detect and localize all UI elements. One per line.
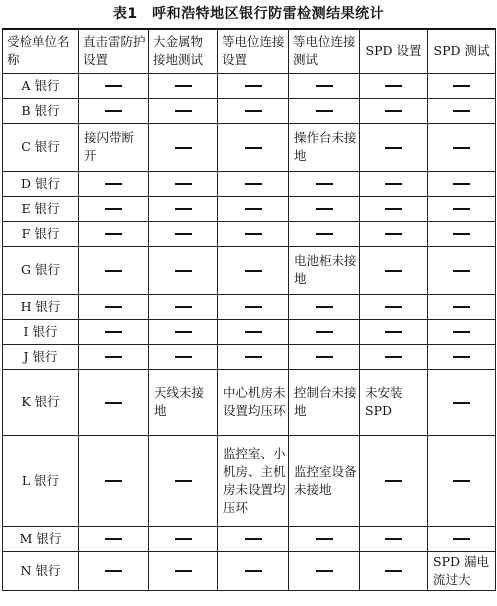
- dash-mark: [453, 208, 470, 210]
- dash-cell: [289, 221, 360, 246]
- dash-mark: [316, 183, 333, 185]
- dash-cell: [79, 294, 149, 319]
- dash-cell: [428, 246, 496, 294]
- dash-cell: [79, 73, 149, 98]
- unit-name-cell: B 银行: [3, 98, 79, 123]
- table-row: [3, 246, 496, 294]
- dash-cell: [79, 526, 149, 551]
- dash-mark: [453, 356, 470, 358]
- dash-mark: [385, 270, 402, 272]
- dash-mark: [453, 306, 470, 308]
- dash-mark: [175, 270, 192, 272]
- dash-cell: [218, 294, 289, 319]
- dash-mark: [175, 356, 192, 358]
- dash-mark: [105, 233, 122, 235]
- dash-cell: [218, 221, 289, 246]
- inspection-results-table: [2, 28, 496, 591]
- dash-mark: [105, 402, 122, 404]
- dash-cell: [360, 526, 428, 551]
- table-row: [3, 98, 496, 123]
- table-row: [3, 294, 496, 319]
- table-caption: 表1 呼和浩特地区银行防雷检测结果统计: [112, 6, 385, 22]
- dash-mark: [316, 85, 333, 87]
- dash-mark: [453, 110, 470, 112]
- dash-cell: [79, 319, 149, 344]
- dash-cell: [289, 73, 360, 98]
- dash-mark: [175, 570, 192, 572]
- table-row: [3, 221, 496, 246]
- dash-cell: [149, 73, 218, 98]
- dash-mark: [105, 110, 122, 112]
- dash-mark: [105, 331, 122, 333]
- dash-cell: [149, 196, 218, 221]
- dash-cell: [79, 221, 149, 246]
- dash-mark: [245, 85, 262, 87]
- dash-cell: [428, 196, 496, 221]
- dash-cell: [428, 435, 496, 526]
- dash-cell: [289, 344, 360, 369]
- dash-cell: [360, 319, 428, 344]
- dash-mark: [105, 570, 122, 572]
- dash-cell: [218, 319, 289, 344]
- dash-mark: [105, 356, 122, 358]
- dash-mark: [385, 233, 402, 235]
- dash-mark: [316, 110, 333, 112]
- dash-mark: [245, 538, 262, 540]
- unit-name-cell: G 银行: [3, 246, 79, 294]
- dash-mark: [453, 402, 470, 404]
- dash-mark: [453, 233, 470, 235]
- dash-cell: [289, 98, 360, 123]
- dash-cell: [218, 551, 289, 590]
- dash-mark: [245, 233, 262, 235]
- dash-mark: [175, 147, 192, 149]
- dash-cell: [428, 369, 496, 435]
- dash-cell: [149, 294, 218, 319]
- dash-mark: [385, 147, 402, 149]
- dash-cell: [149, 435, 218, 526]
- unit-name-cell: N 银行: [3, 551, 79, 590]
- dash-cell: [149, 526, 218, 551]
- dash-cell: [289, 526, 360, 551]
- column-header: 大金属物接地测试: [149, 29, 218, 73]
- dash-cell: [360, 344, 428, 369]
- dash-mark: [385, 110, 402, 112]
- dash-cell: [428, 319, 496, 344]
- dash-mark: [316, 306, 333, 308]
- dash-cell: [360, 171, 428, 196]
- dash-cell: [428, 294, 496, 319]
- table-row: [3, 369, 496, 435]
- dash-mark: [453, 85, 470, 87]
- finding-cell: 未安装SPD: [360, 369, 428, 435]
- dash-mark: [105, 208, 122, 210]
- dash-cell: [79, 196, 149, 221]
- unit-name-cell: K 银行: [3, 369, 79, 435]
- dash-mark: [385, 85, 402, 87]
- dash-mark: [385, 538, 402, 540]
- table-row: [3, 319, 496, 344]
- finding-cell: 天线未接地: [149, 369, 218, 435]
- dash-mark: [385, 208, 402, 210]
- dash-mark: [245, 356, 262, 358]
- finding-cell: SPD 漏电流过大: [428, 551, 496, 590]
- dash-mark: [175, 183, 192, 185]
- table-row: [3, 171, 496, 196]
- unit-name-cell: A 银行: [3, 73, 79, 98]
- table-row: [3, 551, 496, 590]
- dash-mark: [453, 183, 470, 185]
- dash-mark: [316, 356, 333, 358]
- table-row: [3, 526, 496, 551]
- dash-cell: [218, 196, 289, 221]
- table-row: [3, 123, 496, 171]
- dash-cell: [149, 319, 218, 344]
- dash-mark: [175, 110, 192, 112]
- finding-cell: 电池柜未接地: [289, 246, 360, 294]
- dash-cell: [289, 196, 360, 221]
- dash-cell: [360, 98, 428, 123]
- dash-cell: [218, 344, 289, 369]
- finding-cell: 监控室设备未接地: [289, 435, 360, 526]
- table-row: [3, 73, 496, 98]
- dash-mark: [245, 183, 262, 185]
- unit-name-cell: C 银行: [3, 123, 79, 171]
- finding-cell: 操作台未接地: [289, 123, 360, 171]
- dash-mark: [385, 331, 402, 333]
- dash-mark: [385, 480, 402, 482]
- dash-mark: [316, 208, 333, 210]
- table-header-row: [3, 29, 496, 73]
- dash-mark: [105, 480, 122, 482]
- dash-cell: [79, 171, 149, 196]
- dash-cell: [218, 246, 289, 294]
- dash-cell: [218, 526, 289, 551]
- dash-mark: [316, 233, 333, 235]
- dash-cell: [428, 344, 496, 369]
- unit-name-cell: D 银行: [3, 171, 79, 196]
- table-row: [3, 196, 496, 221]
- dash-cell: [360, 73, 428, 98]
- dash-mark: [175, 233, 192, 235]
- dash-mark: [453, 147, 470, 149]
- dash-mark: [385, 183, 402, 185]
- unit-name-cell: M 银行: [3, 526, 79, 551]
- dash-cell: [289, 294, 360, 319]
- table-row: [3, 435, 496, 526]
- column-header: SPD 设置: [360, 29, 428, 73]
- dash-mark: [316, 331, 333, 333]
- dash-cell: [428, 98, 496, 123]
- dash-mark: [245, 570, 262, 572]
- table-body: [3, 73, 496, 590]
- unit-name-cell: F 银行: [3, 221, 79, 246]
- dash-mark: [175, 480, 192, 482]
- dash-cell: [149, 123, 218, 171]
- dash-cell: [149, 551, 218, 590]
- dash-mark: [385, 356, 402, 358]
- dash-mark: [175, 306, 192, 308]
- unit-name-cell: H 银行: [3, 294, 79, 319]
- unit-name-cell: I 银行: [3, 319, 79, 344]
- dash-cell: [79, 246, 149, 294]
- dash-cell: [360, 246, 428, 294]
- dash-mark: [245, 110, 262, 112]
- column-header: SPD 测试: [428, 29, 496, 73]
- dash-cell: [360, 123, 428, 171]
- dash-mark: [105, 270, 122, 272]
- column-header: 等电位连接测试: [289, 29, 360, 73]
- column-header: 等电位连接设置: [218, 29, 289, 73]
- dash-mark: [385, 570, 402, 572]
- dash-cell: [360, 435, 428, 526]
- dash-cell: [360, 551, 428, 590]
- dash-mark: [175, 208, 192, 210]
- finding-cell: 控制台未接地: [289, 369, 360, 435]
- dash-cell: [360, 294, 428, 319]
- finding-cell: 接闪带断开: [79, 123, 149, 171]
- dash-cell: [218, 73, 289, 98]
- dash-cell: [149, 98, 218, 123]
- dash-mark: [385, 306, 402, 308]
- dash-cell: [218, 123, 289, 171]
- dash-mark: [316, 538, 333, 540]
- dash-mark: [105, 85, 122, 87]
- dash-cell: [79, 98, 149, 123]
- finding-cell: 中心机房未设置均压环: [218, 369, 289, 435]
- dash-mark: [453, 480, 470, 482]
- dash-cell: [289, 551, 360, 590]
- dash-cell: [79, 369, 149, 435]
- dash-mark: [105, 538, 122, 540]
- dash-cell: [428, 73, 496, 98]
- dash-mark: [105, 306, 122, 308]
- dash-cell: [428, 123, 496, 171]
- dash-mark: [245, 208, 262, 210]
- table-row: [3, 344, 496, 369]
- dash-mark: [453, 538, 470, 540]
- dash-mark: [453, 331, 470, 333]
- dash-cell: [289, 171, 360, 196]
- dash-cell: [149, 246, 218, 294]
- finding-cell: 监控室、小机房、主机房未设置均压环: [218, 435, 289, 526]
- dash-mark: [245, 270, 262, 272]
- dash-mark: [245, 147, 262, 149]
- unit-name-cell: L 银行: [3, 435, 79, 526]
- dash-cell: [218, 98, 289, 123]
- dash-mark: [316, 570, 333, 572]
- dash-cell: [79, 435, 149, 526]
- dash-cell: [149, 171, 218, 196]
- dash-cell: [360, 221, 428, 246]
- dash-mark: [245, 306, 262, 308]
- dash-mark: [245, 331, 262, 333]
- dash-cell: [79, 551, 149, 590]
- dash-mark: [175, 331, 192, 333]
- dash-cell: [428, 171, 496, 196]
- dash-cell: [149, 344, 218, 369]
- dash-mark: [453, 270, 470, 272]
- dash-cell: [289, 319, 360, 344]
- dash-cell: [428, 526, 496, 551]
- column-header: 直击雷防护设置: [79, 29, 149, 73]
- dash-cell: [79, 344, 149, 369]
- unit-name-cell: E 银行: [3, 196, 79, 221]
- dash-mark: [175, 85, 192, 87]
- dash-mark: [105, 183, 122, 185]
- column-header: 受检单位名称: [3, 29, 79, 73]
- dash-mark: [175, 538, 192, 540]
- dash-cell: [428, 221, 496, 246]
- dash-cell: [360, 196, 428, 221]
- dash-cell: [149, 221, 218, 246]
- dash-cell: [218, 171, 289, 196]
- unit-name-cell: J 银行: [3, 344, 79, 369]
